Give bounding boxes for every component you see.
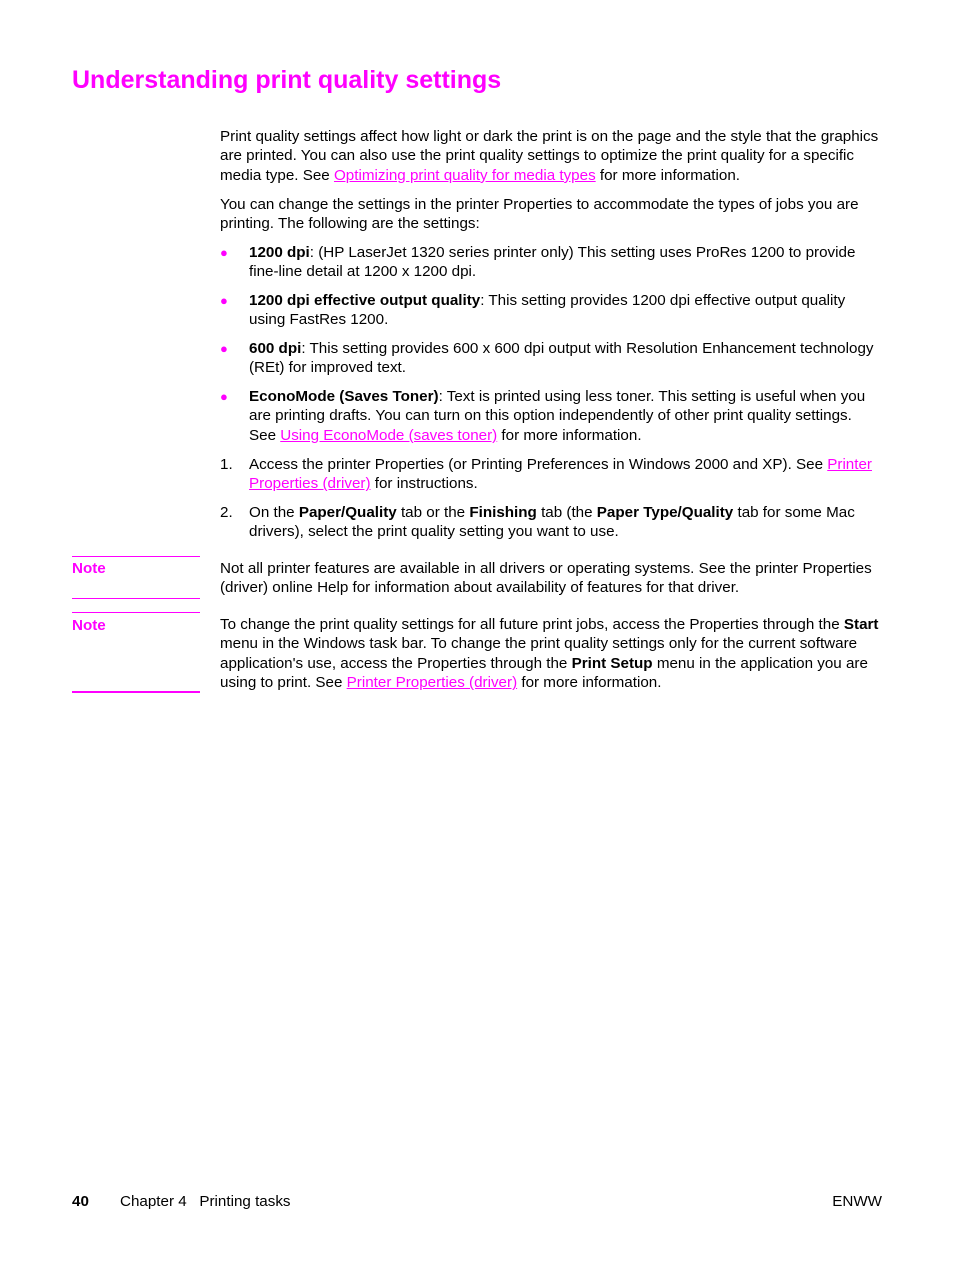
setting-description: : (HP LaserJet 1320 series printer only) This setting uses ProRes 1200 to provide fine-line detail at 1200 x 1200 dpi. xyxy=(249,244,856,281)
note-divider-bottom xyxy=(72,691,200,693)
note-text: Not all printer features are available in all drivers or operating systems. See the printer Properties (driver) online Help for information about availability of features for that driver. xyxy=(220,560,872,597)
tab-name: Finishing xyxy=(469,504,537,521)
note-text-part: To change the print quality settings for all future print jobs, access the Properties through the xyxy=(220,616,844,633)
page-number: 40 xyxy=(72,1193,89,1210)
economode-link[interactable]: Using EconoMode (saves toner) xyxy=(280,426,498,444)
bullet-icon: ● xyxy=(220,341,228,356)
setting-name: 1200 dpi effective output quality xyxy=(249,292,481,309)
note-divider-top xyxy=(72,556,200,557)
setting-name: 600 dpi xyxy=(249,340,302,357)
note-text-part: menu in the Windows task bar. To change the print quality settings only for the current software application's use, access the Properties through the xyxy=(220,635,858,672)
printer-properties-link[interactable]: Printer Properties (driver) xyxy=(346,674,518,692)
step-text xyxy=(249,455,881,494)
change-settings-paragraph: You can change the settings in the printer Properties to accommodate the types of jobs you are printing. The following are the settings: xyxy=(220,196,859,233)
setting-description: : This setting provides 600 x 600 dpi output with Resolution Enhancement technology (REt) for improved text. xyxy=(249,340,874,377)
setting-name: 1200 dpi xyxy=(249,244,310,261)
intro-text: Print quality settings affect how light or dark the print is on the page and the style that the graphics are printed. You can also use the print quality settings to optimize the print quality for a specific media type. See xyxy=(220,128,879,184)
step-text xyxy=(249,503,881,542)
chapter-title: Chapter 4 Printing tasks xyxy=(120,1193,291,1210)
footer-right: ENWW xyxy=(832,1193,882,1210)
step-text-part: tab or the xyxy=(396,504,470,521)
note-text xyxy=(220,615,880,693)
bullet-icon: ● xyxy=(220,293,228,308)
tab-name: Paper/Quality xyxy=(298,504,397,521)
step-text-part: On the xyxy=(249,504,299,521)
setting-description: : Text is printed using less toner. This setting is useful when you are printing drafts. You can turn on this option independently of other print quality settings. See xyxy=(249,388,866,444)
note-label: Note xyxy=(72,560,106,577)
bullet-icon: ● xyxy=(220,245,228,260)
menu-name: Print Setup xyxy=(571,654,653,672)
note-text-part: for more information. xyxy=(517,674,662,692)
list-item-text xyxy=(249,339,881,378)
setting-description: : This setting provides 1200 dpi effective output quality using FastRes 1200. xyxy=(249,292,846,329)
note-divider-bottom xyxy=(72,598,200,599)
list-item-text xyxy=(249,387,881,445)
step-text-part: tab (the xyxy=(536,504,597,521)
note-text-part: menu in the application you are using to print. See xyxy=(220,654,868,692)
setting-name: EconoMode (Saves Toner) xyxy=(249,388,439,405)
bullet-icon: ● xyxy=(220,389,228,404)
intro-paragraph xyxy=(220,127,880,185)
list-item-text xyxy=(249,243,881,282)
step-text-end: for instructions. xyxy=(370,475,478,493)
printer-properties-link[interactable]: Printer Properties (driver) xyxy=(249,456,872,493)
step-text-start: Access the printer Properties (or Printing Preferences in Windows 2000 and XP). See xyxy=(249,456,828,473)
optimizing-print-quality-link[interactable]: Optimizing print quality for media types xyxy=(333,166,596,184)
setting-description-end: for more information. xyxy=(497,426,642,444)
note-divider-top xyxy=(72,612,200,613)
intro-text-end: for more information. xyxy=(595,166,741,184)
step-number: 2. xyxy=(220,504,233,521)
tab-name: Paper Type/Quality xyxy=(596,504,734,521)
note-label: Note xyxy=(72,617,106,634)
step-number: 1. xyxy=(220,456,233,473)
menu-name: Start xyxy=(843,616,879,633)
step-text-part: tab for some Mac drivers), select the print quality setting you want to use. xyxy=(249,504,855,541)
list-item-text xyxy=(249,291,881,330)
page-title: Understanding print quality settings xyxy=(72,66,502,94)
